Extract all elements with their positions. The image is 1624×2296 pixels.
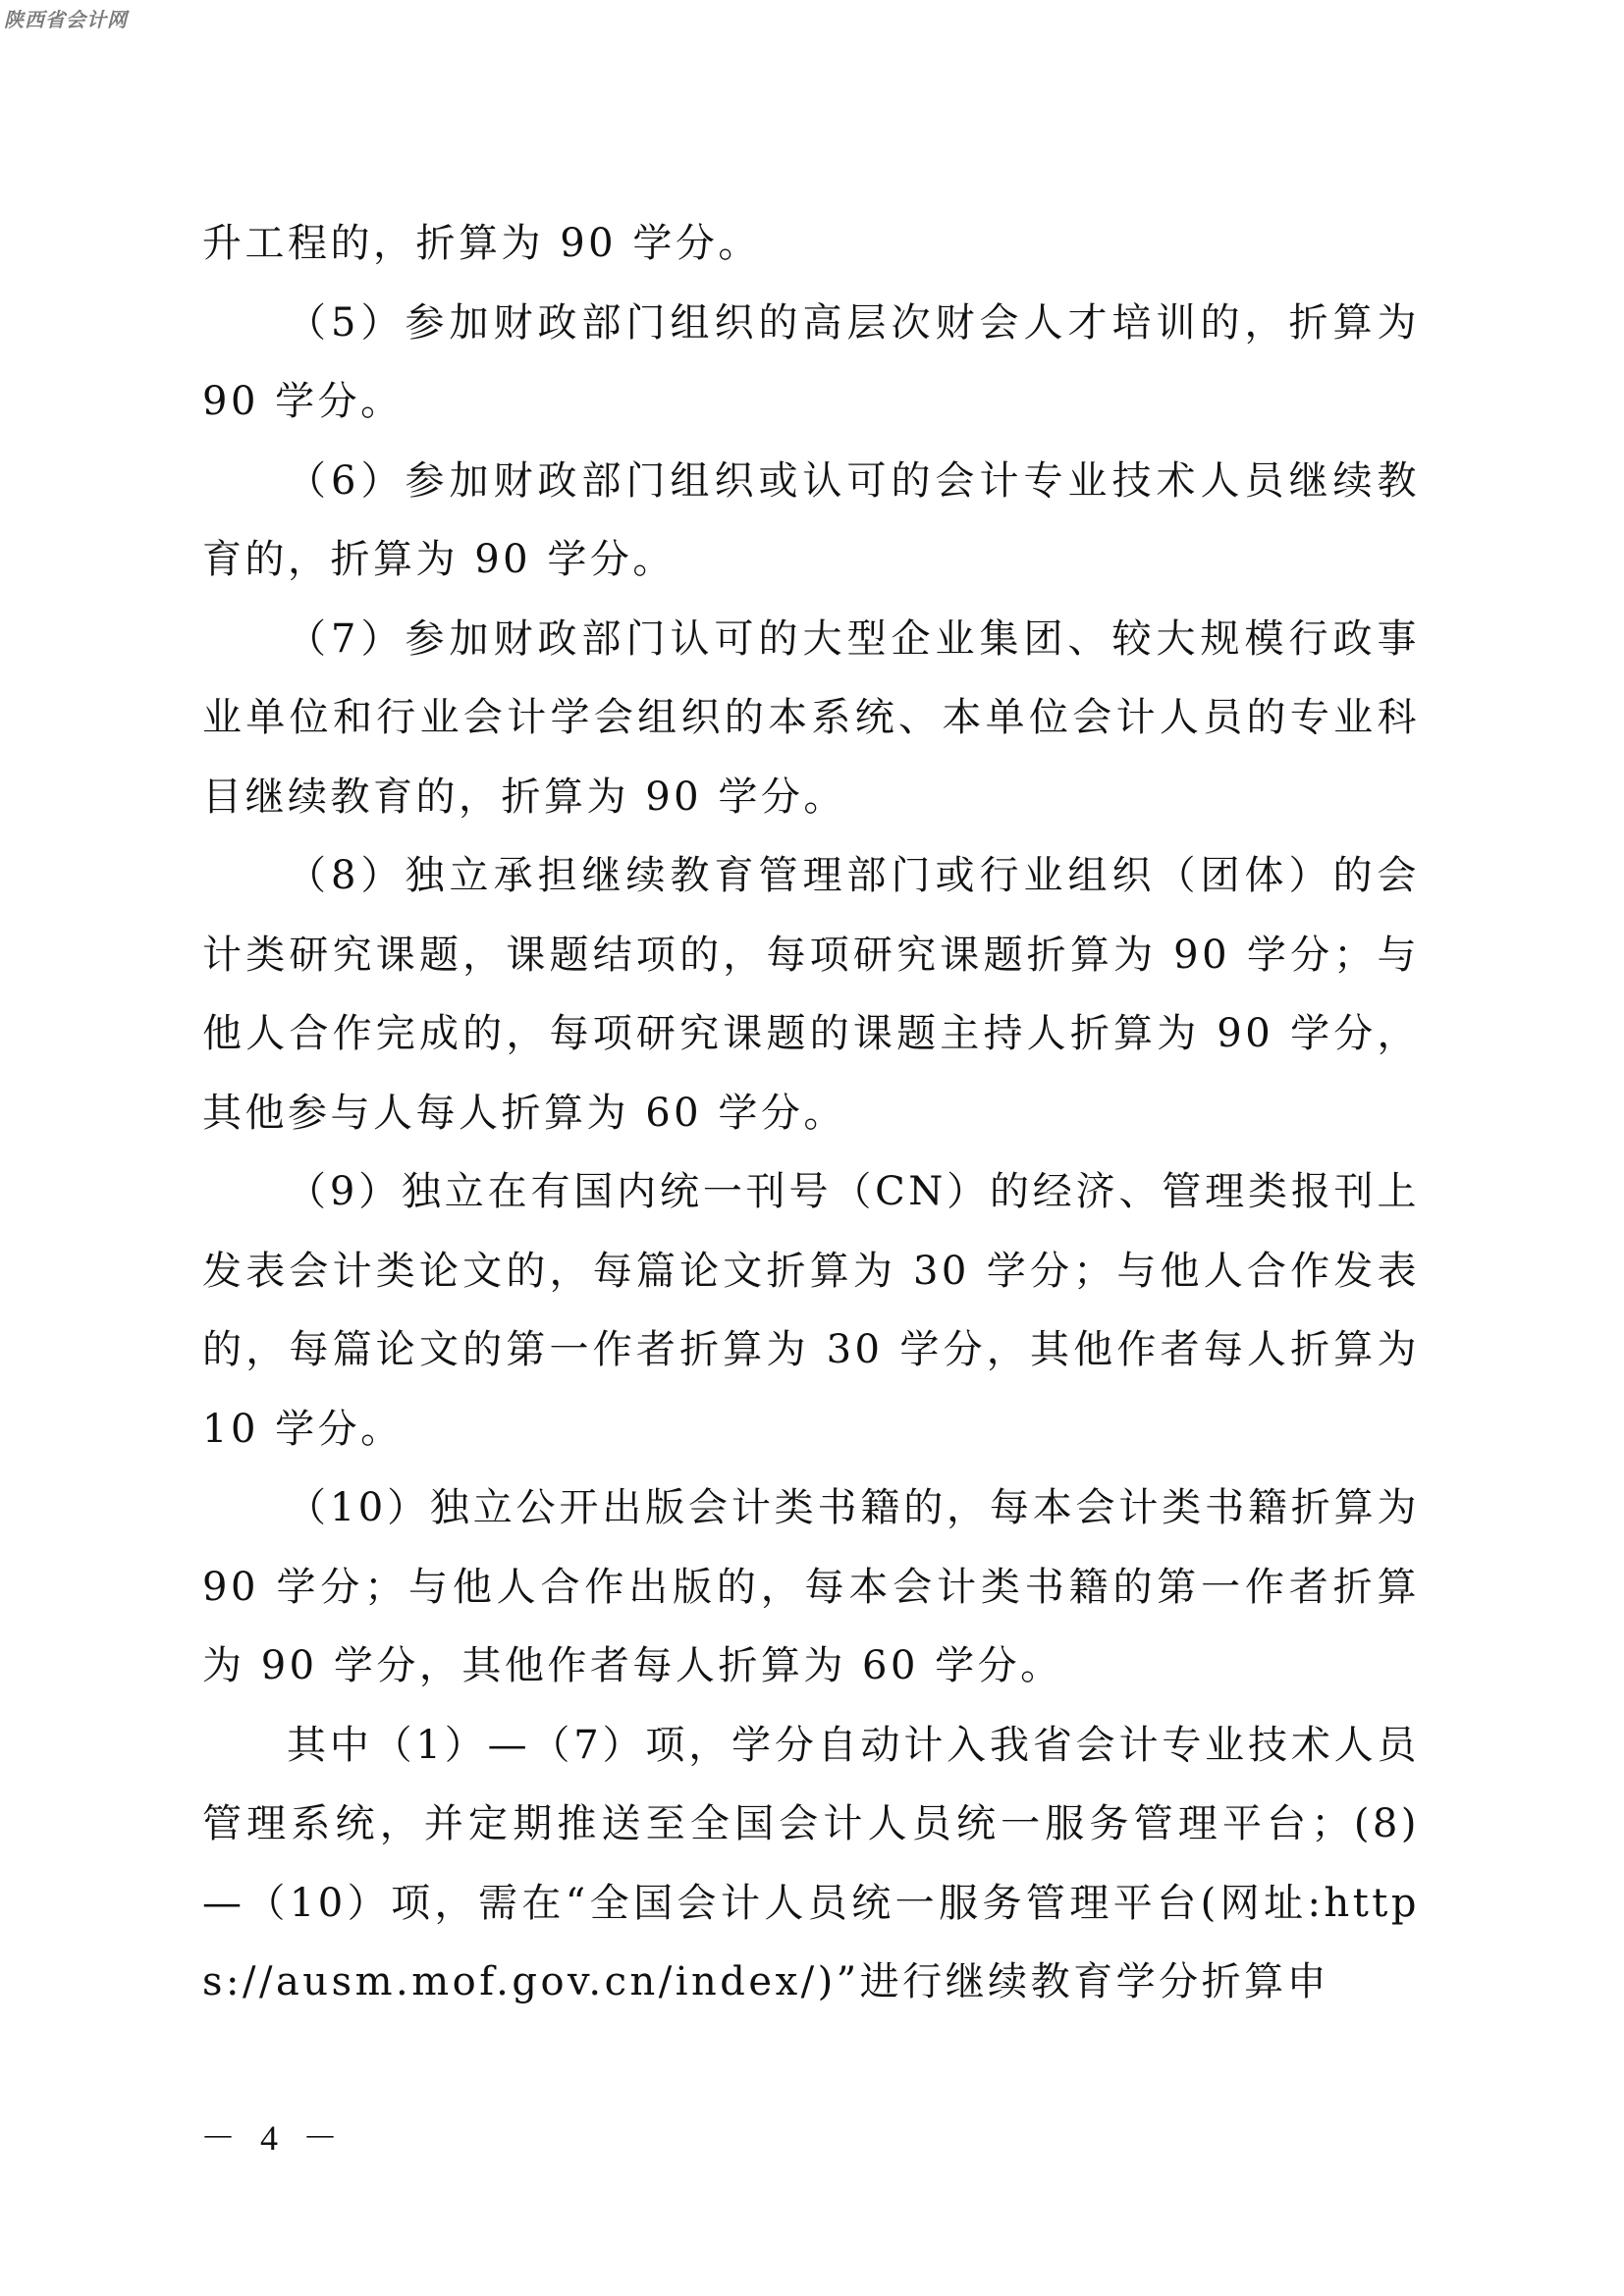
paragraph-summary: 其中（1）—（7）项，学分自动计入我省会计专业技术人员管理系统，并定期推送至全国会计人员统一服务管理平台；(8)—（10）项，需在“全国会计人员统一服务管理平台(网址:https://ausm.mof.gov.cn/index/)”进行继续教育学分折算申 [202,1722,1420,2004]
paragraph-item-9: （9）独立在有国内统一刊号（CN）的经济、管理类报刊上发表会计类论文的，每篇论文折算为 30 学分；与他人合作发表的，每篇论文的第一作者折算为 30 学分，其他作者每人折算为 10 学分。 [202,1169,1420,1452]
paragraph-item-5: （5）参加财政部门组织的高层次财会人才培训的，折算为 90 学分。 [202,299,1420,424]
paragraph-item-8: （8）独立承担继续教育管理部门或行业组织（团体）的会计类研究课题，课题结项的，每项研究课题折算为 90 学分；与他人合作完成的，每项研究课题的课题主持人折算为 90 学分，其他参与人每人折算为 60 学分。 [202,853,1420,1136]
paragraph-continuation: 升工程的，折算为 90 学分。 [202,221,761,266]
site-watermark: 陕西省会计网 [4,8,128,31]
page-number: － 4 － [200,2118,347,2158]
paragraph-item-6: （6）参加财政部门组织或认可的会计专业技术人员继续教育的，折算为 90 学分。 [202,457,1420,582]
paragraph-item-10: （10）独立公开出版会计类书籍的，每本会计类书籍折算为 90 学分；与他人合作出版的，每本会计类书籍的第一作者折算为 90 学分，其他作者每人折算为 60 学分。 [202,1485,1420,1688]
document-body [202,204,1420,2022]
paragraph-item-7: （7）参加财政部门认可的大型企业集团、较大规模行政事业单位和行业会计学会组织的本系统、本单位会计人员的专业科目继续教育的，折算为 90 学分。 [202,615,1420,820]
